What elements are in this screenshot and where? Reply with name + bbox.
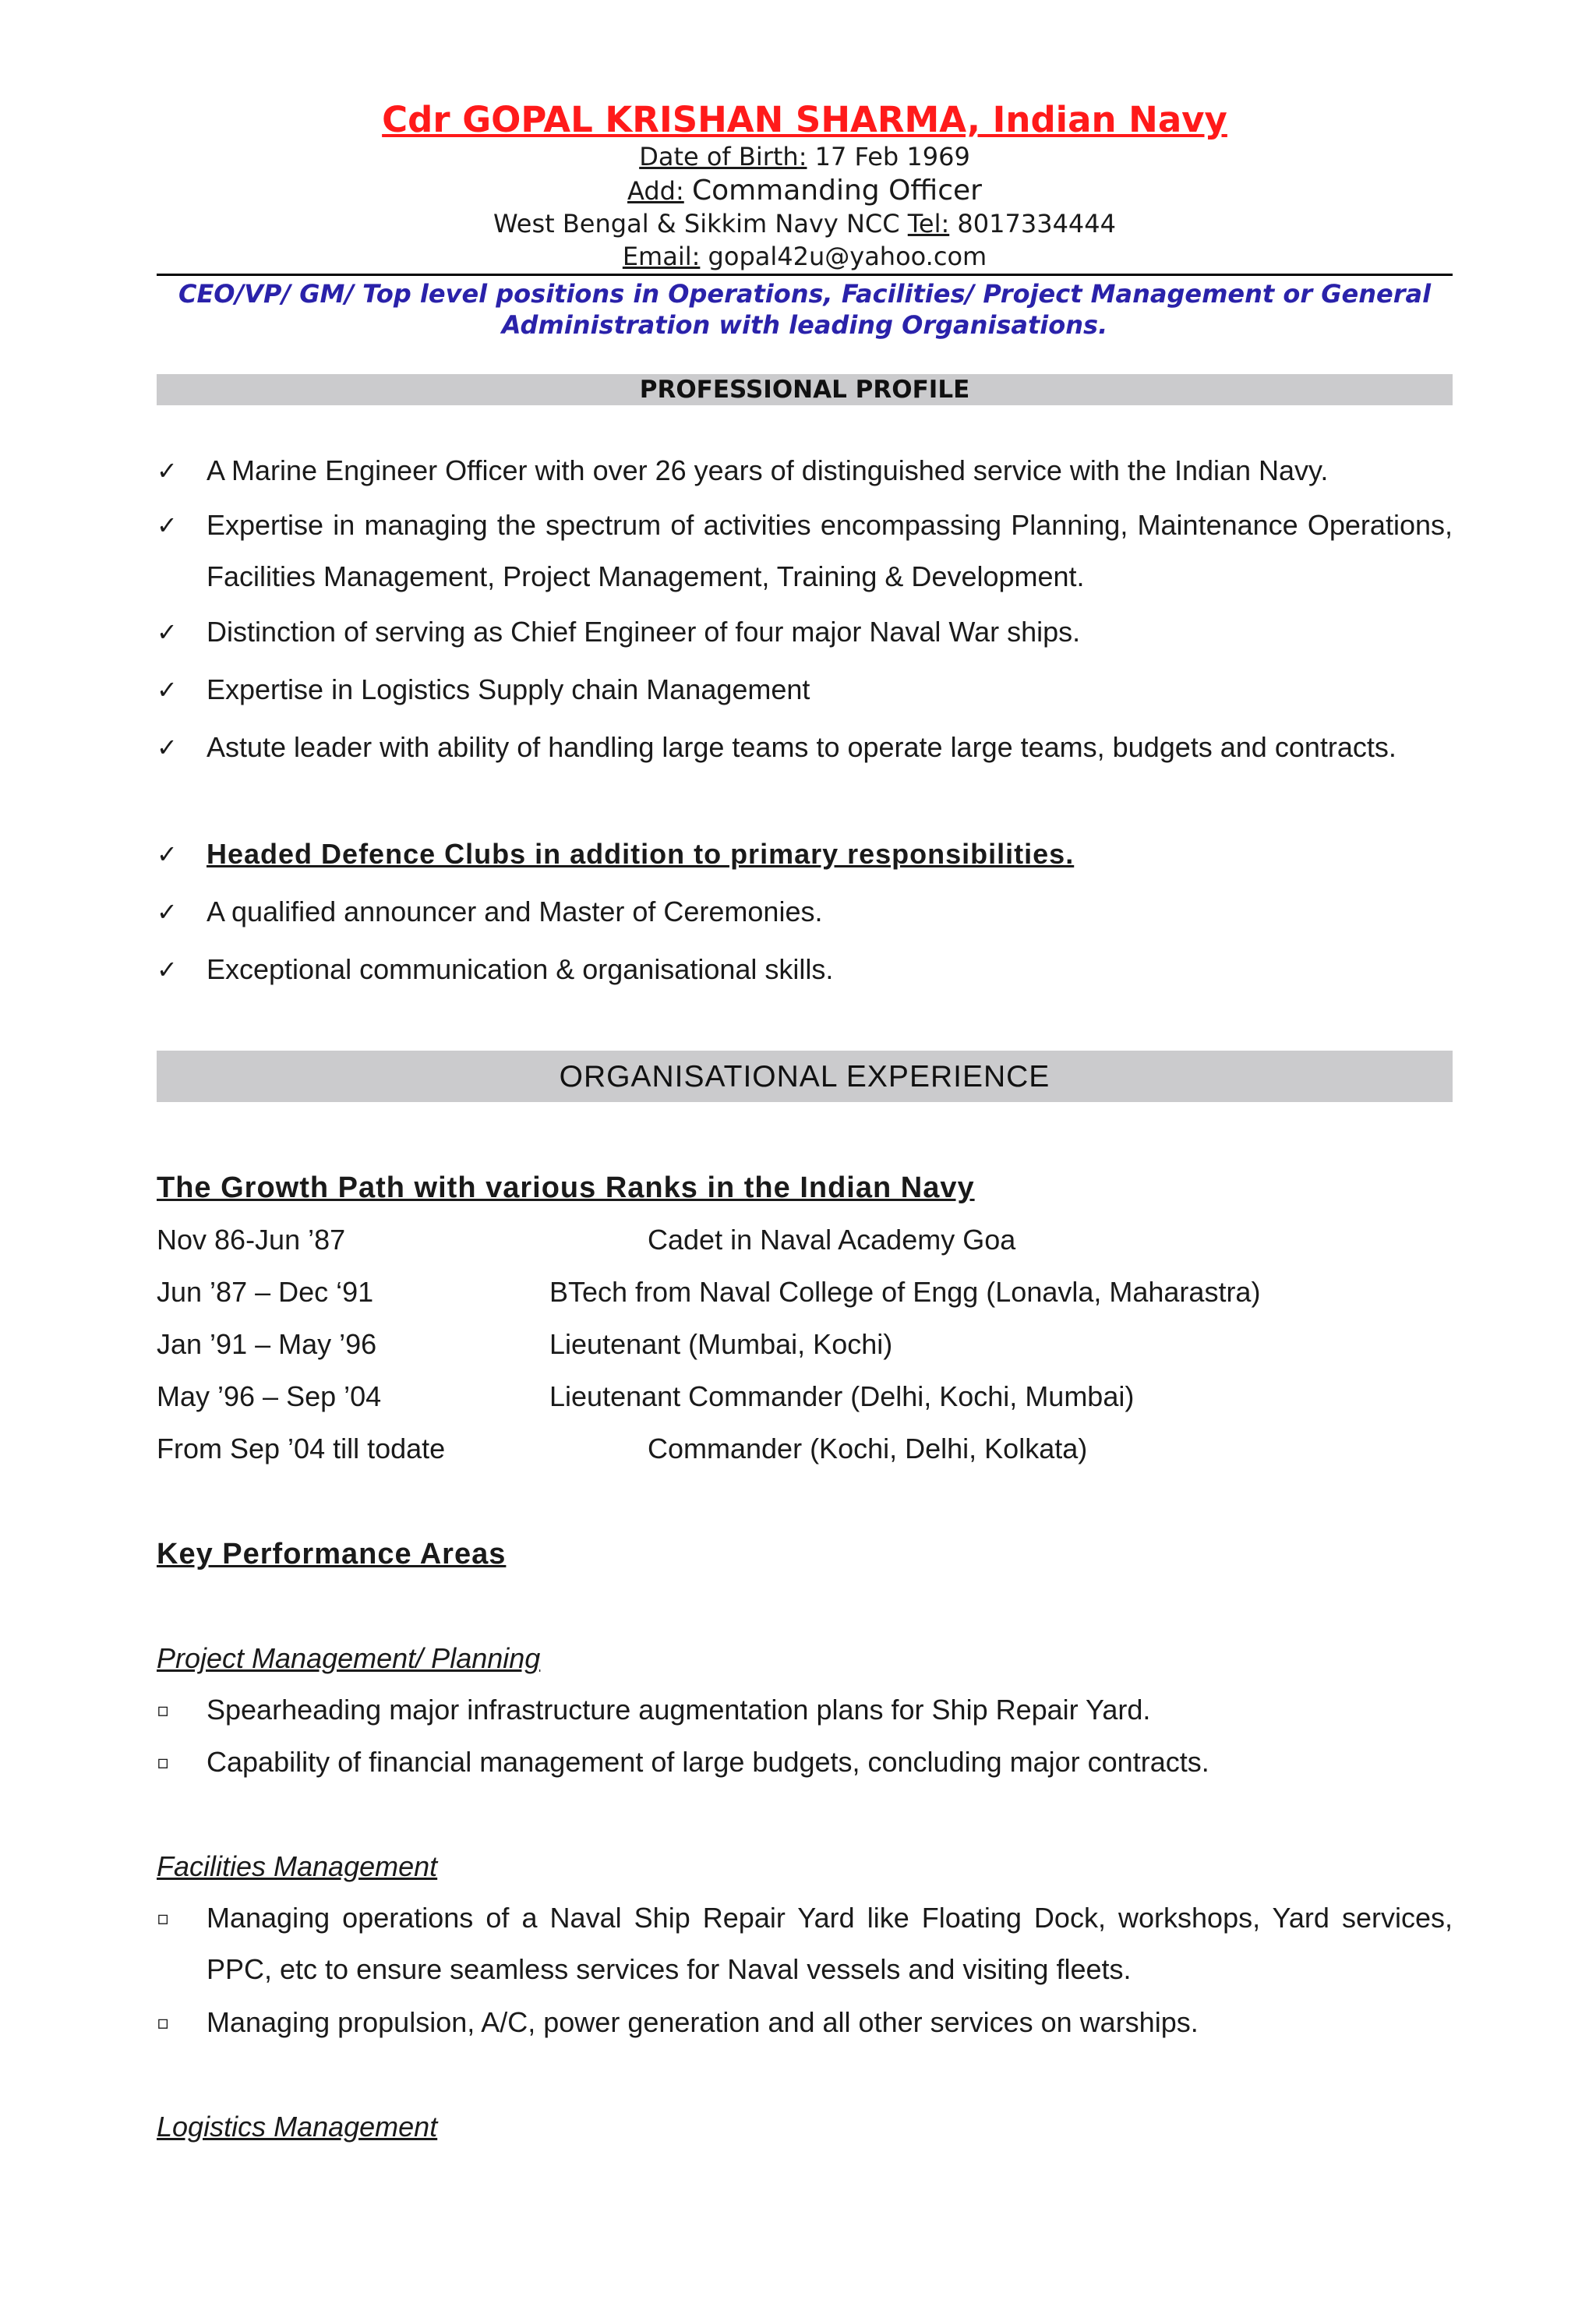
rank-row <box>157 1319 1453 1370</box>
check-icon: ✓ <box>157 617 178 647</box>
dob-label: Date of Birth: <box>639 142 807 171</box>
check-icon: ✓ <box>157 733 178 762</box>
profile-item <box>157 606 1453 658</box>
kpa-item-text: Managing propulsion, A/C, power generation and all other services on warships. <box>207 2006 1199 2038</box>
objective-line-1: CEO/VP/ GM/ Top level positions in Operations, Facilities/ Project Management or General <box>178 279 1432 309</box>
kpa-item <box>157 1684 1453 1736</box>
kpa-item-text: Managing operations of a Naval Ship Repair Yard like Floating Dock, workshops, Yard services, PPC, etc to ensure seamless services for Naval vessels and visiting fleets. <box>207 1902 1453 1985</box>
profile-item-text: Expertise in managing the spectrum of activities encompassing Planning, Maintenance Operations, Facilities Management, Project Management, Training & Development. <box>207 509 1453 592</box>
rank-role: BTech from Naval College of Engg (Lonavla, Maharastra) <box>549 1276 1261 1308</box>
rank-row <box>157 1371 1453 1422</box>
tel-value: 8017334444 <box>957 209 1116 238</box>
email-label: Email: <box>622 242 701 271</box>
profile-item-text: Expertise in Logistics Supply chain Management <box>207 673 810 705</box>
profile-section-bar: PROFESSIONAL PROFILE <box>157 374 1453 405</box>
kpa-item-text: Capability of financial management of large budgets, concluding major contracts. <box>207 1746 1209 1778</box>
rank-period: Jan ’91 – May ’96 <box>157 1328 377 1360</box>
career-objective <box>157 278 1453 341</box>
facilities-management-heading: Facilities Management <box>157 1850 438 1882</box>
growth-path-heading: The Growth Path with various Ranks in the Indian Navy <box>157 1171 975 1204</box>
rank-period: Nov 86-Jun ’87 <box>157 1224 346 1256</box>
profile-item-text: Astute leader with ability of handling large teams to operate large teams, budgets and contracts. <box>207 731 1396 763</box>
profile-item-text: A qualified announcer and Master of Ceremonies. <box>207 896 823 927</box>
tel-label: Tel: <box>907 209 950 238</box>
kpa-item <box>157 1736 1453 1788</box>
profile-item <box>157 944 1453 995</box>
kpa-heading: Key Performance Areas <box>157 1538 507 1570</box>
dob-value: 17 Feb 1969 <box>814 142 970 171</box>
check-icon: ✓ <box>157 839 178 869</box>
profile-item-text: Exceptional communication & organisational skills. <box>207 953 834 985</box>
kpa-item-text: Spearheading major infrastructure augmentation plans for Ship Repair Yard. <box>207 1694 1151 1726</box>
check-icon: ✓ <box>157 456 178 486</box>
address-line <box>157 175 1453 207</box>
profile-item-text: Headed Defence Clubs in addition to primary responsibilities. <box>207 838 1075 870</box>
profile-item-text: A Marine Engineer Officer with over 26 years of distinguished service with the Indian Navy. <box>207 454 1329 486</box>
candidate-name: Cdr GOPAL KRISHAN SHARMA, Indian Navy <box>382 99 1227 140</box>
profile-item <box>157 886 1453 938</box>
rank-row <box>157 1267 1453 1318</box>
project-management-heading: Project Management/ Planning <box>157 1642 541 1674</box>
logistics-management-heading: Logistics Management <box>157 2111 438 2143</box>
kpa-item <box>157 1997 1453 2048</box>
rank-role: Lieutenant Commander (Delhi, Kochi, Mumbai) <box>549 1380 1135 1412</box>
profile-item <box>157 664 1453 715</box>
profile-item <box>157 445 1453 496</box>
check-icon: ✓ <box>157 511 178 540</box>
check-icon: ✓ <box>157 675 178 705</box>
square-bullet-icon: ▫ <box>157 1751 170 1773</box>
kpa-item <box>157 1892 1453 1995</box>
profile-item <box>157 500 1453 602</box>
rank-role: Cadet in Naval Academy Goa <box>648 1224 1016 1256</box>
rank-role: Commander (Kochi, Delhi, Kolkata) <box>648 1433 1088 1464</box>
header-divider <box>157 274 1453 276</box>
check-icon: ✓ <box>157 897 178 927</box>
org-name: West Bengal & Sikkim Navy NCC <box>493 209 900 238</box>
square-bullet-icon: ▫ <box>157 1699 170 1721</box>
rank-period: From Sep ’04 till todate <box>157 1433 446 1464</box>
check-icon: ✓ <box>157 955 178 984</box>
org-line <box>157 207 1453 240</box>
rank-period: Jun ’87 – Dec ‘91 <box>157 1276 374 1308</box>
objective-line-2: Administration with leading Organisations. <box>501 310 1108 340</box>
address-label: Add: <box>627 176 684 206</box>
email-line <box>157 240 1453 273</box>
rank-row <box>157 1423 1453 1475</box>
address-value: Commanding Officer <box>691 175 982 207</box>
dob-line <box>157 140 1453 173</box>
experience-section-bar: ORGANISATIONAL EXPERIENCE <box>157 1051 1453 1102</box>
email-value[interactable]: gopal42u@yahoo.com <box>708 242 987 271</box>
profile-item <box>157 722 1453 773</box>
square-bullet-icon: ▫ <box>157 2012 170 2033</box>
square-bullet-icon: ▫ <box>157 1907 170 1929</box>
rank-role: Lieutenant (Mumbai, Kochi) <box>549 1328 893 1360</box>
rank-row <box>157 1214 1453 1266</box>
rank-period: May ’96 – Sep ’04 <box>157 1380 382 1412</box>
profile-item <box>157 828 1453 880</box>
profile-item-text: Distinction of serving as Chief Engineer of four major Naval War ships. <box>207 616 1081 648</box>
